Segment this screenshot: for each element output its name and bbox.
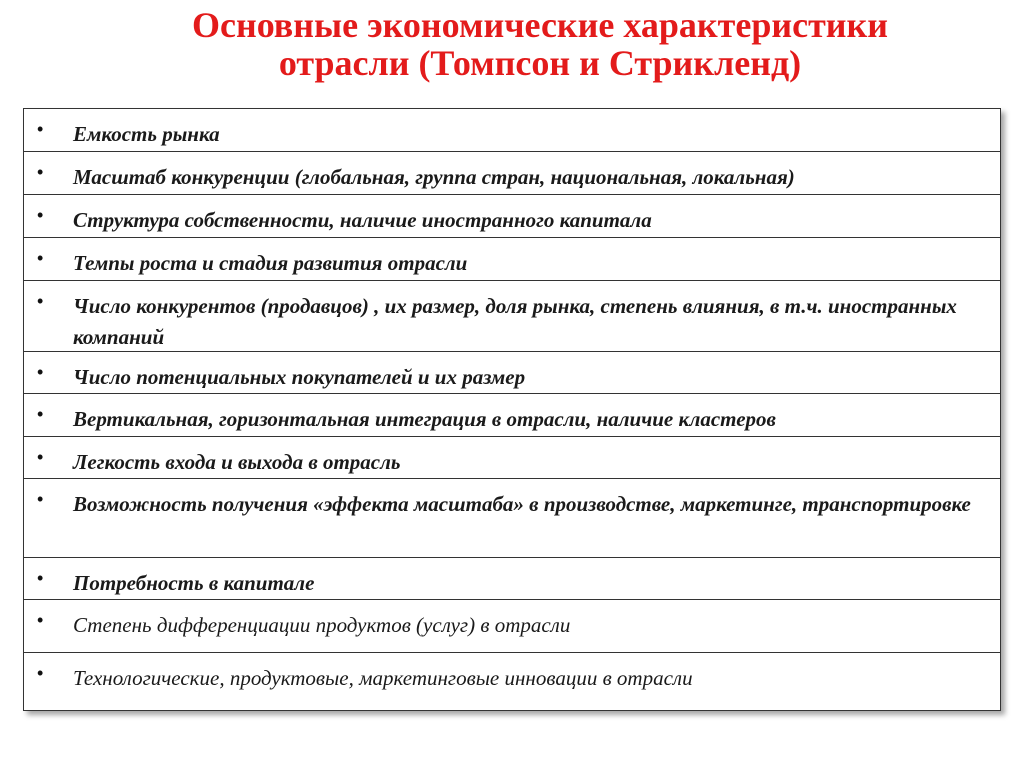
bullet-icon: • <box>37 362 44 382</box>
row-text: Вертикальная, горизонтальная интеграция в отрасли, наличие кластеров <box>73 407 776 431</box>
row-text: Темпы роста и стадия развития отрасли <box>73 251 468 275</box>
row-text: Число конкурентов (продавцов) , их размер, доля рынка, степень влияния, в т.ч. иностранных компаний <box>73 294 957 349</box>
table-row <box>24 394 1000 437</box>
row-text: Структура собственности, наличие иностранного капитала <box>73 208 652 232</box>
bullet-icon: • <box>37 248 44 268</box>
bullet-icon: • <box>37 205 44 225</box>
bullet-icon: • <box>37 447 44 467</box>
table-row <box>24 195 1000 238</box>
title-line-2: отрасли (Томпсон и Стрикленд) <box>278 43 802 83</box>
title-line-1: Основные экономические характеристики <box>191 5 888 45</box>
row-text: Легкость входа и выхода в отрасль <box>73 450 401 474</box>
bullet-icon: • <box>37 119 44 139</box>
row-text: Емкость рынка <box>73 122 220 146</box>
bullet-icon: • <box>37 610 44 630</box>
table-row <box>24 238 1000 281</box>
bullet-icon: • <box>37 291 44 311</box>
table-row <box>24 558 1000 600</box>
bullet-icon: • <box>37 663 44 683</box>
row-text: Масштаб конкуренции (глобальная, группа стран, национальная, локальная) <box>73 165 795 189</box>
bullet-icon: • <box>37 404 44 424</box>
row-text: Возможность получения «эффекта масштаба» в производстве, маркетинге, транспортировке <box>73 492 971 516</box>
table-row <box>24 479 1000 558</box>
table-row <box>24 600 1000 653</box>
row-text: Число потенциальных покупателей и их размер <box>73 365 526 389</box>
table-row <box>24 109 1000 152</box>
bullet-icon: • <box>37 568 44 588</box>
table-row <box>24 152 1000 195</box>
characteristics-table <box>23 108 1001 711</box>
page-title <box>0 6 1024 82</box>
row-text: Потребность в капитале <box>73 571 315 595</box>
row-text: Технологические, продуктовые, маркетинговые инновации в отрасли <box>73 666 693 690</box>
bullet-icon: • <box>37 162 44 182</box>
table-row <box>24 653 1000 710</box>
table-row <box>24 437 1000 479</box>
table-row <box>24 281 1000 352</box>
row-text: Степень дифференциации продуктов (услуг) в отрасли <box>73 613 571 637</box>
bullet-icon: • <box>37 489 44 509</box>
table-row <box>24 352 1000 394</box>
